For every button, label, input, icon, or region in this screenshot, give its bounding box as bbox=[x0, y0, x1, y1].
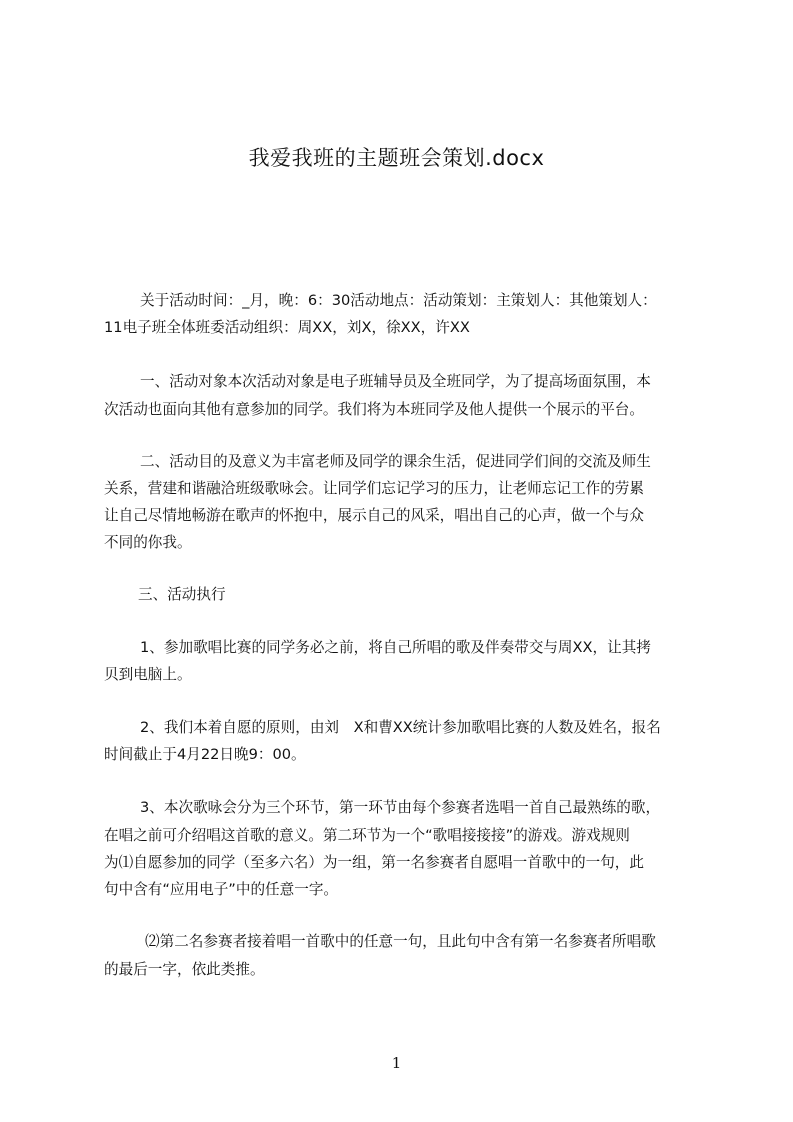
paragraph-line: 3、本次歌咏会分为三个环节，第一环节由每个参赛者选唱一首自己最熟练的歌， bbox=[140, 799, 661, 816]
paragraph-line: 句中含有“应用电子”中的任意一字。 bbox=[104, 881, 339, 898]
paragraph-line: 时间截止于4月22日晚9：00。 bbox=[104, 746, 306, 763]
document-title: 我爱我班的主题班会策划.docx bbox=[248, 146, 545, 170]
paragraph-line: 1、参加歌唱比赛的同学务必之前，将自己所唱的歌及伴奏带交与周XX，让其拷 bbox=[140, 639, 651, 656]
paragraph-line: 11电子班全体班委活动组织：周XX，刘X，徐XX，许XX bbox=[104, 319, 470, 336]
paragraph-line: 的最后一字，依此类推。 bbox=[104, 961, 265, 978]
paragraph-line: 关系，营建和谐融洽班级歌咏会。让同学们忘记学习的压力，让老师忘记工作的劳累 bbox=[104, 480, 644, 497]
section-heading: 三、活动执行 bbox=[138, 586, 226, 603]
paragraph-line: ⑵第二名参赛者接着唱一首歌中的任意一句，且此句中含有第一名参赛者所唱歌 bbox=[145, 933, 656, 950]
page-number: 1 bbox=[391, 1054, 402, 1072]
paragraph-line: 贝到电脑上。 bbox=[104, 666, 192, 683]
paragraph-line: 不同的你我。 bbox=[104, 534, 192, 551]
paragraph-line: 在唱之前可介绍唱这首歌的意义。第二环节为一个“歌唱接接接”的游戏。游戏规则 bbox=[104, 827, 630, 844]
paragraph-line: 关于活动时间：_月，晚：6：30活动地点：活动策划：主策划人：其他策划人： bbox=[140, 292, 657, 309]
paragraph-line: 让自己尽情地畅游在歌声的怀抱中，展示自己的风采，唱出自己的心声，做一个与众 bbox=[104, 507, 644, 524]
paragraph-line: 为⑴自愿参加的同学（至多六名）为一组，第一名参赛者自愿唱一首歌中的一句，此 bbox=[104, 854, 644, 871]
paragraph-line: 2、我们本着自愿的原则，由刘 X和曹XX统计参加歌唱比赛的人数及姓名，报名 bbox=[140, 719, 661, 736]
paragraph-line: 一、活动对象本次活动对象是电子班辅导员及全班同学，为了提高场面氛围，本 bbox=[140, 373, 651, 390]
paragraph-line: 次活动也面向其他有意参加的同学。我们将为本班同学及他人提供一个展示的平台。 bbox=[104, 401, 644, 418]
paragraph-line: 二、活动目的及意义为丰富老师及同学的课余生活，促进同学们间的交流及师生 bbox=[140, 453, 651, 470]
